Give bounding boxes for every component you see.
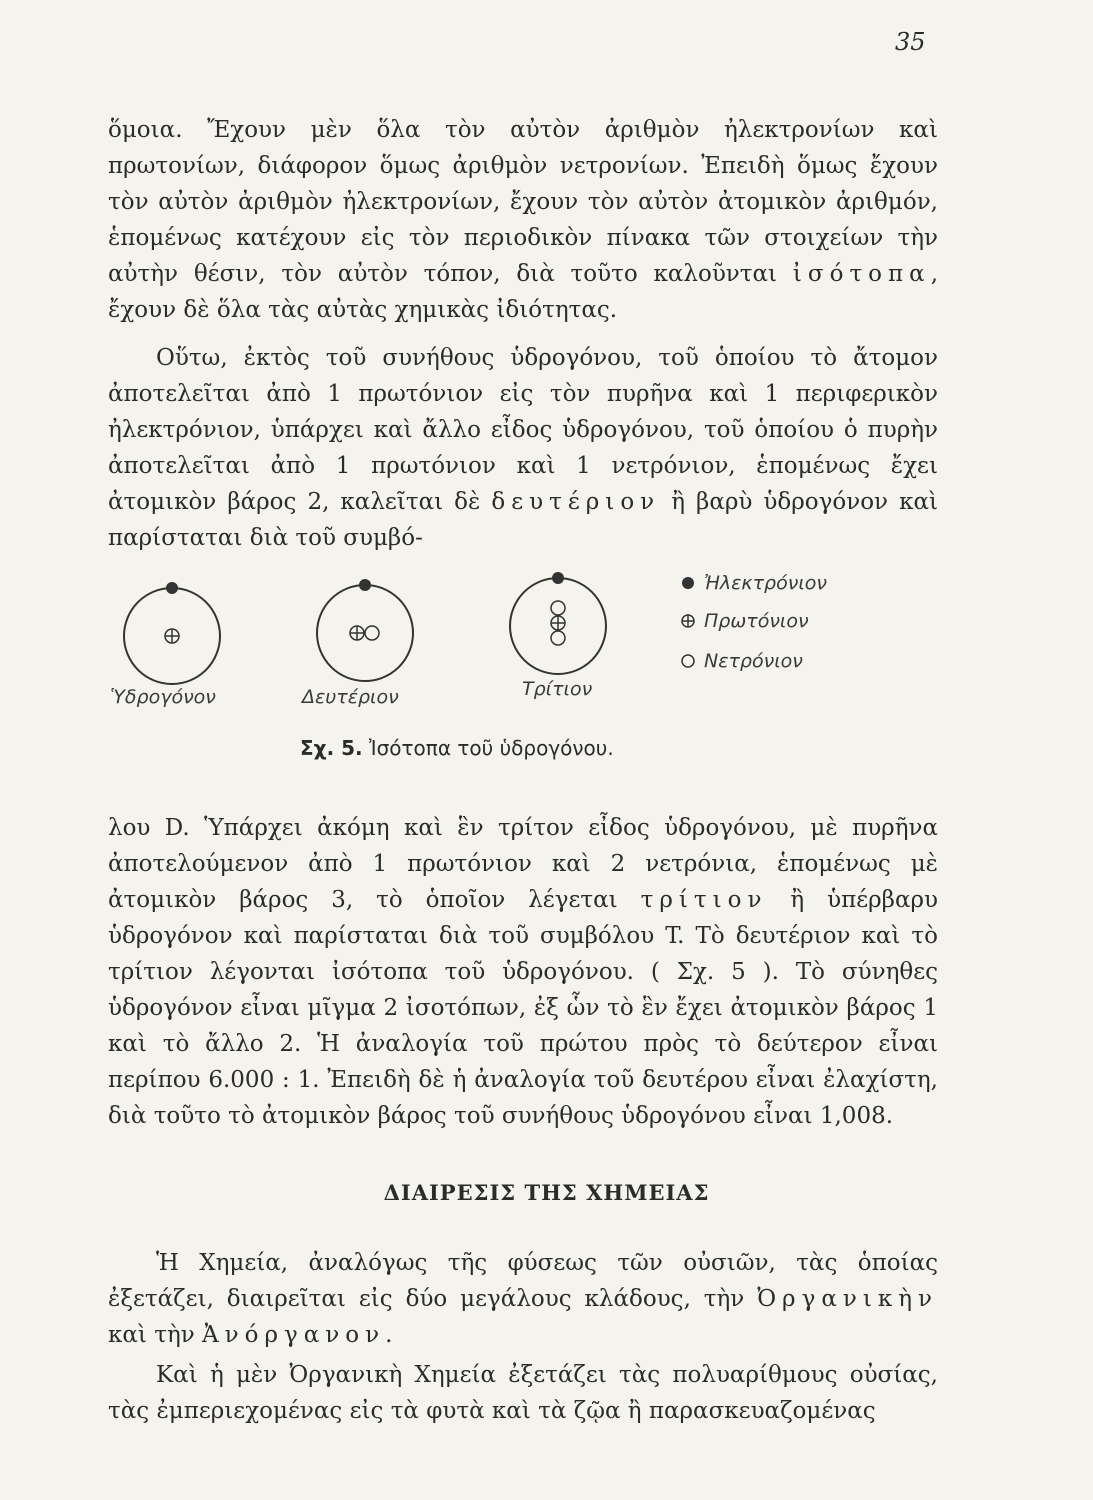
- text: , ἔχουν δὲ ὅλα τὰς αὐτὰς χημικὰς ἰδιότητας.: [108, 261, 938, 323]
- electron-dot: [552, 572, 564, 584]
- section-heading: ΔΙΑΙΡΕΣΙΣ ΤΗΣ ΧΗΜΕΙΑΣ: [383, 1180, 710, 1205]
- neutron-symbol: [551, 631, 565, 645]
- caption-prefix: Σχ. 5.: [300, 736, 363, 760]
- legend-proton: [680, 610, 809, 632]
- hydrogen-atom: [124, 582, 220, 684]
- legend-proton-label: Πρωτόνιον: [704, 610, 809, 632]
- figure-caption: [300, 736, 614, 760]
- text: λου D. Ὑπάρχει ἀκόμη καὶ ἓν τρίτον εἶδος ὑδρογόνου, μὲ πυρῆνα ἀποτελούμενον ἀπὸ 1 πρωτόνιον καὶ 2 νετρόνια, ἑπομένως μὲ ἀτομικὸν βάρος 3, τὸ ὁποῖον λέγεται: [108, 815, 938, 913]
- neutron-icon: [680, 653, 696, 669]
- legend-neutron: [680, 650, 803, 672]
- term-inorganic: Ἀνόργανον.: [202, 1322, 399, 1348]
- label-deuterium: Δευτέριον: [302, 686, 399, 708]
- text: καὶ τὴν: [108, 1322, 195, 1348]
- deuterium-atom: [317, 579, 413, 681]
- text: Ἡ Χημεία, ἀναλόγως τῆς φύσεως τῶν οὐσιῶν, τὰς ὁποίας ἐξετάζει, διαιρεῖται εἰς δύο μεγάλους κλάδους, τὴν: [108, 1250, 938, 1312]
- text: ἢ βαρὺ ὑδρογόνον καὶ παρίσταται διὰ τοῦ συμβό-: [108, 489, 938, 551]
- proton-icon: [680, 613, 696, 629]
- page-number: 35: [895, 28, 926, 56]
- term-deuterium: δευτέριον: [491, 489, 661, 515]
- paragraph-organic: Καὶ ἡ μὲν Ὀργανικὴ Χημεία ἐξετάζει τὰς πολυαρίθμους οὐσίας, τὰς ἐμπεριεχομένας εἰς τὰ φυτὰ καὶ τὰ ζῷα ἢ παρασκευαζομένας: [108, 1362, 938, 1424]
- paragraph-deuterium: [108, 340, 938, 556]
- figure-hydrogen-isotopes: [110, 568, 940, 778]
- tritium-atom: [510, 572, 606, 674]
- electron-icon: [680, 575, 696, 591]
- paragraph-branches: [108, 1245, 938, 1353]
- label-tritium: Τρίτιον: [522, 678, 593, 700]
- legend-electron-label: Ἠλεκτρόνιον: [704, 572, 828, 594]
- text: ἢ ὑπέρβαρυ ὑδρογόνον καὶ παρίσταται διὰ τοῦ συμβόλου T. Τὸ δευτέριον καὶ τὸ τρίτιον λέγονται ἰσότοπα τοῦ ὑδρογόνου. ( Σχ. 5 ). Τὸ σύνηθες ὑδρογόνον εἶναι μῖγμα 2 ἰσοτόπων, ἐξ ὧν τὸ ἓν ἔχει ἀτομικὸν βάρος 1 καὶ τὸ ἄλλο 2. Ἡ ἀναλογία τοῦ πρώτου πρὸς τὸ δεύτερον εἶναι περίπου 6.000 : 1. Ἐπειδὴ δὲ ἡ ἀναλογία τοῦ δευτέρου εἶναι ἐλαχίστη, διὰ τοῦτο τὸ ἀτομικὸν βάρος τοῦ συνήθους ὑδρογόνου εἶναι 1,008.: [108, 887, 939, 1129]
- paragraph-isotopes-definition: [108, 112, 938, 328]
- term-organic: Ὀργανικὴν: [757, 1286, 938, 1312]
- term-tritium: τρίτιον: [640, 887, 768, 913]
- electron-dot: [359, 579, 371, 591]
- legend-neutron-label: Νετρόνιον: [704, 650, 803, 672]
- text: Οὕτω, ἐκτὸς τοῦ συνήθους ὑδρογόνου, τοῦ ὁποίου τὸ ἄτομον ἀποτελεῖται ἀπὸ 1 πρωτόνιον εἰς τὸν πυρῆνα καὶ 1 περιφερικὸν ἠλεκτρόνιον, ὑπάρχει καὶ ἄλλο εἶδος ὑδρογόνου, τοῦ ὁποίου ὁ πυρὴν ἀποτελεῖται ἀπὸ 1 πρωτόνιον καὶ 1 νετρόνιον, ἑπομένως ἔχει ἀτομικὸν βάρος 2, καλεῖται δὲ: [108, 345, 938, 515]
- text: ὅμοια. Ἔχουν μὲν ὅλα τὸν αὐτὸν ἀριθμὸν ἠλεκτρονίων καὶ πρωτονίων, διάφορον ὅμως ἀριθμὸν νετρονίων. Ἐπειδὴ ὅμως ἔχουν τὸν αὐτὸν ἀριθμὸν ἠλεκτρονίων, ἔχουν τὸν αὐτὸν ἀτομικὸν ἀριθμόν, ἑπομένως κατέχουν εἰς τὸν περιοδικὸν πίνακα τῶν στοιχείων τὴν αὐτὴν θέσιν, τὸν αὐτὸν τόπον, διὰ τοῦτο καλοῦνται: [108, 117, 938, 287]
- label-hydrogen: Ὑδρογόνον: [110, 686, 216, 708]
- caption-text: Ἰσότοπα τοῦ ὑδρογόνου.: [369, 736, 614, 760]
- neutron-symbol: [551, 601, 565, 615]
- electron-dot: [166, 582, 178, 594]
- paragraph-tritium: [108, 810, 938, 1134]
- neutron-symbol: [365, 626, 379, 640]
- legend-electron: [680, 572, 827, 594]
- term-isotopes: ἰσότοπα: [792, 261, 931, 287]
